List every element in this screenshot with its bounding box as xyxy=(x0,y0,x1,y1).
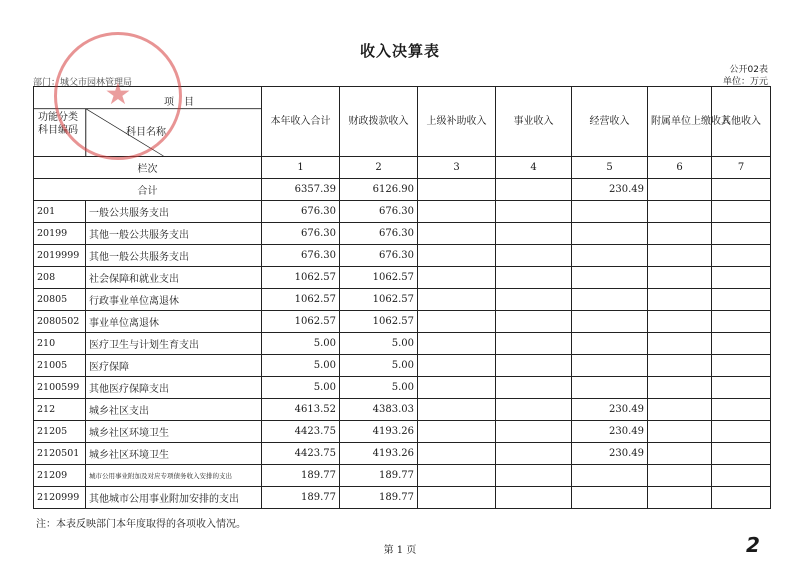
row-subject-name: 事业单位离退休 xyxy=(86,311,262,333)
row-affiliated-income xyxy=(648,333,712,355)
table-row xyxy=(34,223,771,245)
row-other-income xyxy=(712,355,771,377)
row-annual-total: 676.30 xyxy=(262,201,340,223)
row-operating-income xyxy=(572,355,648,377)
row-annual-total: 5.00 xyxy=(262,377,340,399)
row-fiscal-appropriation: 189.77 xyxy=(340,465,418,487)
row-other-income xyxy=(712,421,771,443)
row-other-income xyxy=(712,399,771,421)
header-func-code-label: 功能分类科目编码 xyxy=(38,112,78,136)
row-annual-total: 1062.57 xyxy=(262,289,340,311)
header-item-label: 项 目 xyxy=(164,97,194,108)
row-affiliated-income xyxy=(648,311,712,333)
row-business-income xyxy=(496,223,572,245)
row-affiliated-income xyxy=(648,245,712,267)
row-other-income xyxy=(712,267,771,289)
total-fiscal: 6126.90 xyxy=(340,179,418,201)
row-affiliated-income xyxy=(648,443,712,465)
row-annual-total: 4423.75 xyxy=(262,443,340,465)
row-fiscal-appropriation: 4193.26 xyxy=(340,421,418,443)
row-business-income xyxy=(496,289,572,311)
row-other-income xyxy=(712,377,771,399)
row-affiliated-income xyxy=(648,289,712,311)
row-other-income xyxy=(712,311,771,333)
index-cell: 4 xyxy=(496,157,572,179)
row-superior-subsidy xyxy=(418,333,496,355)
table-row xyxy=(34,421,771,443)
page-number: 第 1 页 xyxy=(383,545,417,556)
row-affiliated-income xyxy=(648,201,712,223)
index-row xyxy=(34,157,771,179)
row-business-income xyxy=(496,377,572,399)
row-fiscal-appropriation: 5.00 xyxy=(340,377,418,399)
row-annual-total: 5.00 xyxy=(262,333,340,355)
row-business-income xyxy=(496,201,572,223)
handwritten-page-number: 2 xyxy=(746,533,760,557)
table-row xyxy=(34,201,771,223)
row-annual-total: 1062.57 xyxy=(262,267,340,289)
row-other-income xyxy=(712,465,771,487)
table-row xyxy=(34,245,771,267)
row-annual-total: 1062.57 xyxy=(262,311,340,333)
row-subject-name: 其他医疗保障支出 xyxy=(86,377,262,399)
table-row xyxy=(34,355,771,377)
total-business xyxy=(496,179,572,201)
row-fiscal-appropriation: 5.00 xyxy=(340,333,418,355)
row-affiliated-income xyxy=(648,421,712,443)
row-business-income xyxy=(496,399,572,421)
row-business-income xyxy=(496,465,572,487)
total-affiliated xyxy=(648,179,712,201)
table-row xyxy=(34,443,771,465)
row-code: 201 xyxy=(34,201,86,223)
row-superior-subsidy xyxy=(418,289,496,311)
index-cell: 1 xyxy=(262,157,340,179)
row-operating-income: 230.49 xyxy=(572,443,648,465)
header-superior-subsidy: 上级补助收入 xyxy=(418,87,496,157)
row-affiliated-income xyxy=(648,377,712,399)
table-row xyxy=(34,311,771,333)
index-cell: 5 xyxy=(572,157,648,179)
row-subject-name: 城乡社区环境卫生 xyxy=(86,443,262,465)
total-annual: 6357.39 xyxy=(262,179,340,201)
row-superior-subsidy xyxy=(418,245,496,267)
row-subject-name: 行政事业单位离退休 xyxy=(86,289,262,311)
row-subject-name: 一般公共服务支出 xyxy=(86,201,262,223)
row-subject-name: 其他城市公用事业附加安排的支出 xyxy=(86,487,262,509)
total-row xyxy=(34,179,771,201)
header-annual-total: 本年收入合计 xyxy=(262,87,340,157)
row-code: 208 xyxy=(34,267,86,289)
row-fiscal-appropriation: 676.30 xyxy=(340,223,418,245)
row-superior-subsidy xyxy=(418,201,496,223)
department-label: 部门：城父市园林管理局 xyxy=(33,78,133,88)
table-row xyxy=(34,267,771,289)
table-row xyxy=(34,465,771,487)
row-fiscal-appropriation: 676.30 xyxy=(340,201,418,223)
row-affiliated-income xyxy=(648,465,712,487)
row-subject-name: 社会保障和就业支出 xyxy=(86,267,262,289)
row-fiscal-appropriation: 1062.57 xyxy=(340,289,418,311)
row-business-income xyxy=(496,333,572,355)
header-other-income: 其他收入 xyxy=(712,87,771,157)
row-other-income xyxy=(712,201,771,223)
row-affiliated-income xyxy=(648,487,712,509)
row-fiscal-appropriation: 5.00 xyxy=(340,355,418,377)
index-cell: 2 xyxy=(340,157,418,179)
row-superior-subsidy xyxy=(418,443,496,465)
header-subject-name-label: 科目名称 xyxy=(126,127,166,138)
row-code: 212 xyxy=(34,399,86,421)
row-operating-income xyxy=(572,333,648,355)
row-code: 2120501 xyxy=(34,443,86,465)
row-subject-name: 城乡社区环境卫生 xyxy=(86,421,262,443)
row-superior-subsidy xyxy=(418,311,496,333)
row-code: 21005 xyxy=(34,355,86,377)
total-superior xyxy=(418,179,496,201)
row-fiscal-appropriation: 189.77 xyxy=(340,487,418,509)
row-business-income xyxy=(496,311,572,333)
row-superior-subsidy xyxy=(418,399,496,421)
row-annual-total: 5.00 xyxy=(262,355,340,377)
row-operating-income xyxy=(572,201,648,223)
index-cell: 7 xyxy=(712,157,771,179)
row-subject-name: 城市公用事业附加及对应专项债务收入安排的支出 xyxy=(86,465,262,487)
row-code: 20805 xyxy=(34,289,86,311)
row-annual-total: 676.30 xyxy=(262,245,340,267)
row-operating-income: 230.49 xyxy=(572,399,648,421)
row-other-income xyxy=(712,289,771,311)
row-superior-subsidy xyxy=(418,377,496,399)
row-other-income xyxy=(712,223,771,245)
unit-label: 单位：万元 xyxy=(722,77,768,87)
row-fiscal-appropriation: 1062.57 xyxy=(340,267,418,289)
table-row xyxy=(34,377,771,399)
row-annual-total: 189.77 xyxy=(262,465,340,487)
row-superior-subsidy xyxy=(418,223,496,245)
table-row xyxy=(34,289,771,311)
row-code: 20199 xyxy=(34,223,86,245)
form-code: 公开02表 xyxy=(729,65,768,75)
total-other xyxy=(712,179,771,201)
row-subject-name: 其他一般公共服务支出 xyxy=(86,245,262,267)
row-business-income xyxy=(496,267,572,289)
seal-star-icon: ★ xyxy=(104,77,132,112)
row-superior-subsidy xyxy=(418,487,496,509)
row-affiliated-income xyxy=(648,399,712,421)
row-code: 2100599 xyxy=(34,377,86,399)
row-superior-subsidy xyxy=(418,421,496,443)
row-affiliated-income xyxy=(648,355,712,377)
row-business-income xyxy=(496,443,572,465)
row-superior-subsidy xyxy=(418,465,496,487)
row-code: 21205 xyxy=(34,421,86,443)
index-row-label: 栏次 xyxy=(34,157,262,179)
header-business-income: 事业收入 xyxy=(496,87,572,157)
header-operating-income: 经营收入 xyxy=(572,87,648,157)
index-cell: 6 xyxy=(648,157,712,179)
table-row xyxy=(34,333,771,355)
row-affiliated-income xyxy=(648,267,712,289)
row-subject-name: 城乡社区支出 xyxy=(86,399,262,421)
row-operating-income xyxy=(572,245,648,267)
index-cell: 3 xyxy=(418,157,496,179)
row-operating-income xyxy=(572,377,648,399)
row-annual-total: 4613.52 xyxy=(262,399,340,421)
row-code: 2019999 xyxy=(34,245,86,267)
row-other-income xyxy=(712,333,771,355)
row-subject-name: 医疗保障 xyxy=(86,355,262,377)
report-title: 收入决算表 xyxy=(359,42,440,60)
row-annual-total: 4423.75 xyxy=(262,421,340,443)
row-operating-income xyxy=(572,267,648,289)
row-business-income xyxy=(496,487,572,509)
row-superior-subsidy xyxy=(418,267,496,289)
row-fiscal-appropriation: 4383.03 xyxy=(340,399,418,421)
table-row xyxy=(34,487,771,509)
row-annual-total: 676.30 xyxy=(262,223,340,245)
row-subject-name: 医疗卫生与计划生育支出 xyxy=(86,333,262,355)
table-body xyxy=(34,201,771,509)
row-fiscal-appropriation: 4193.26 xyxy=(340,443,418,465)
row-operating-income xyxy=(572,465,648,487)
header-affiliated-unit-income: 附属单位上缴收入 xyxy=(648,87,712,157)
row-code: 210 xyxy=(34,333,86,355)
row-annual-total: 189.77 xyxy=(262,487,340,509)
row-code: 2120999 xyxy=(34,487,86,509)
row-affiliated-income xyxy=(648,223,712,245)
row-other-income xyxy=(712,245,771,267)
row-operating-income xyxy=(572,487,648,509)
header-fiscal-appropriation: 财政拨款收入 xyxy=(340,87,418,157)
row-business-income xyxy=(496,355,572,377)
row-fiscal-appropriation: 1062.57 xyxy=(340,311,418,333)
table-row xyxy=(34,399,771,421)
row-fiscal-appropriation: 676.30 xyxy=(340,245,418,267)
row-business-income xyxy=(496,421,572,443)
row-operating-income xyxy=(572,311,648,333)
row-other-income xyxy=(712,487,771,509)
row-operating-income xyxy=(572,289,648,311)
row-other-income xyxy=(712,443,771,465)
row-subject-name: 其他一般公共服务支出 xyxy=(86,223,262,245)
row-superior-subsidy xyxy=(418,355,496,377)
total-row-label: 合计 xyxy=(34,179,262,201)
row-operating-income xyxy=(572,223,648,245)
table-note: 注：本表反映部门本年度取得的各项收入情况。 xyxy=(36,519,246,530)
row-business-income xyxy=(496,245,572,267)
official-seal xyxy=(54,32,182,160)
total-operating: 230.49 xyxy=(572,179,648,201)
row-code: 2080502 xyxy=(34,311,86,333)
row-operating-income: 230.49 xyxy=(572,421,648,443)
row-code: 21209 xyxy=(34,465,86,487)
